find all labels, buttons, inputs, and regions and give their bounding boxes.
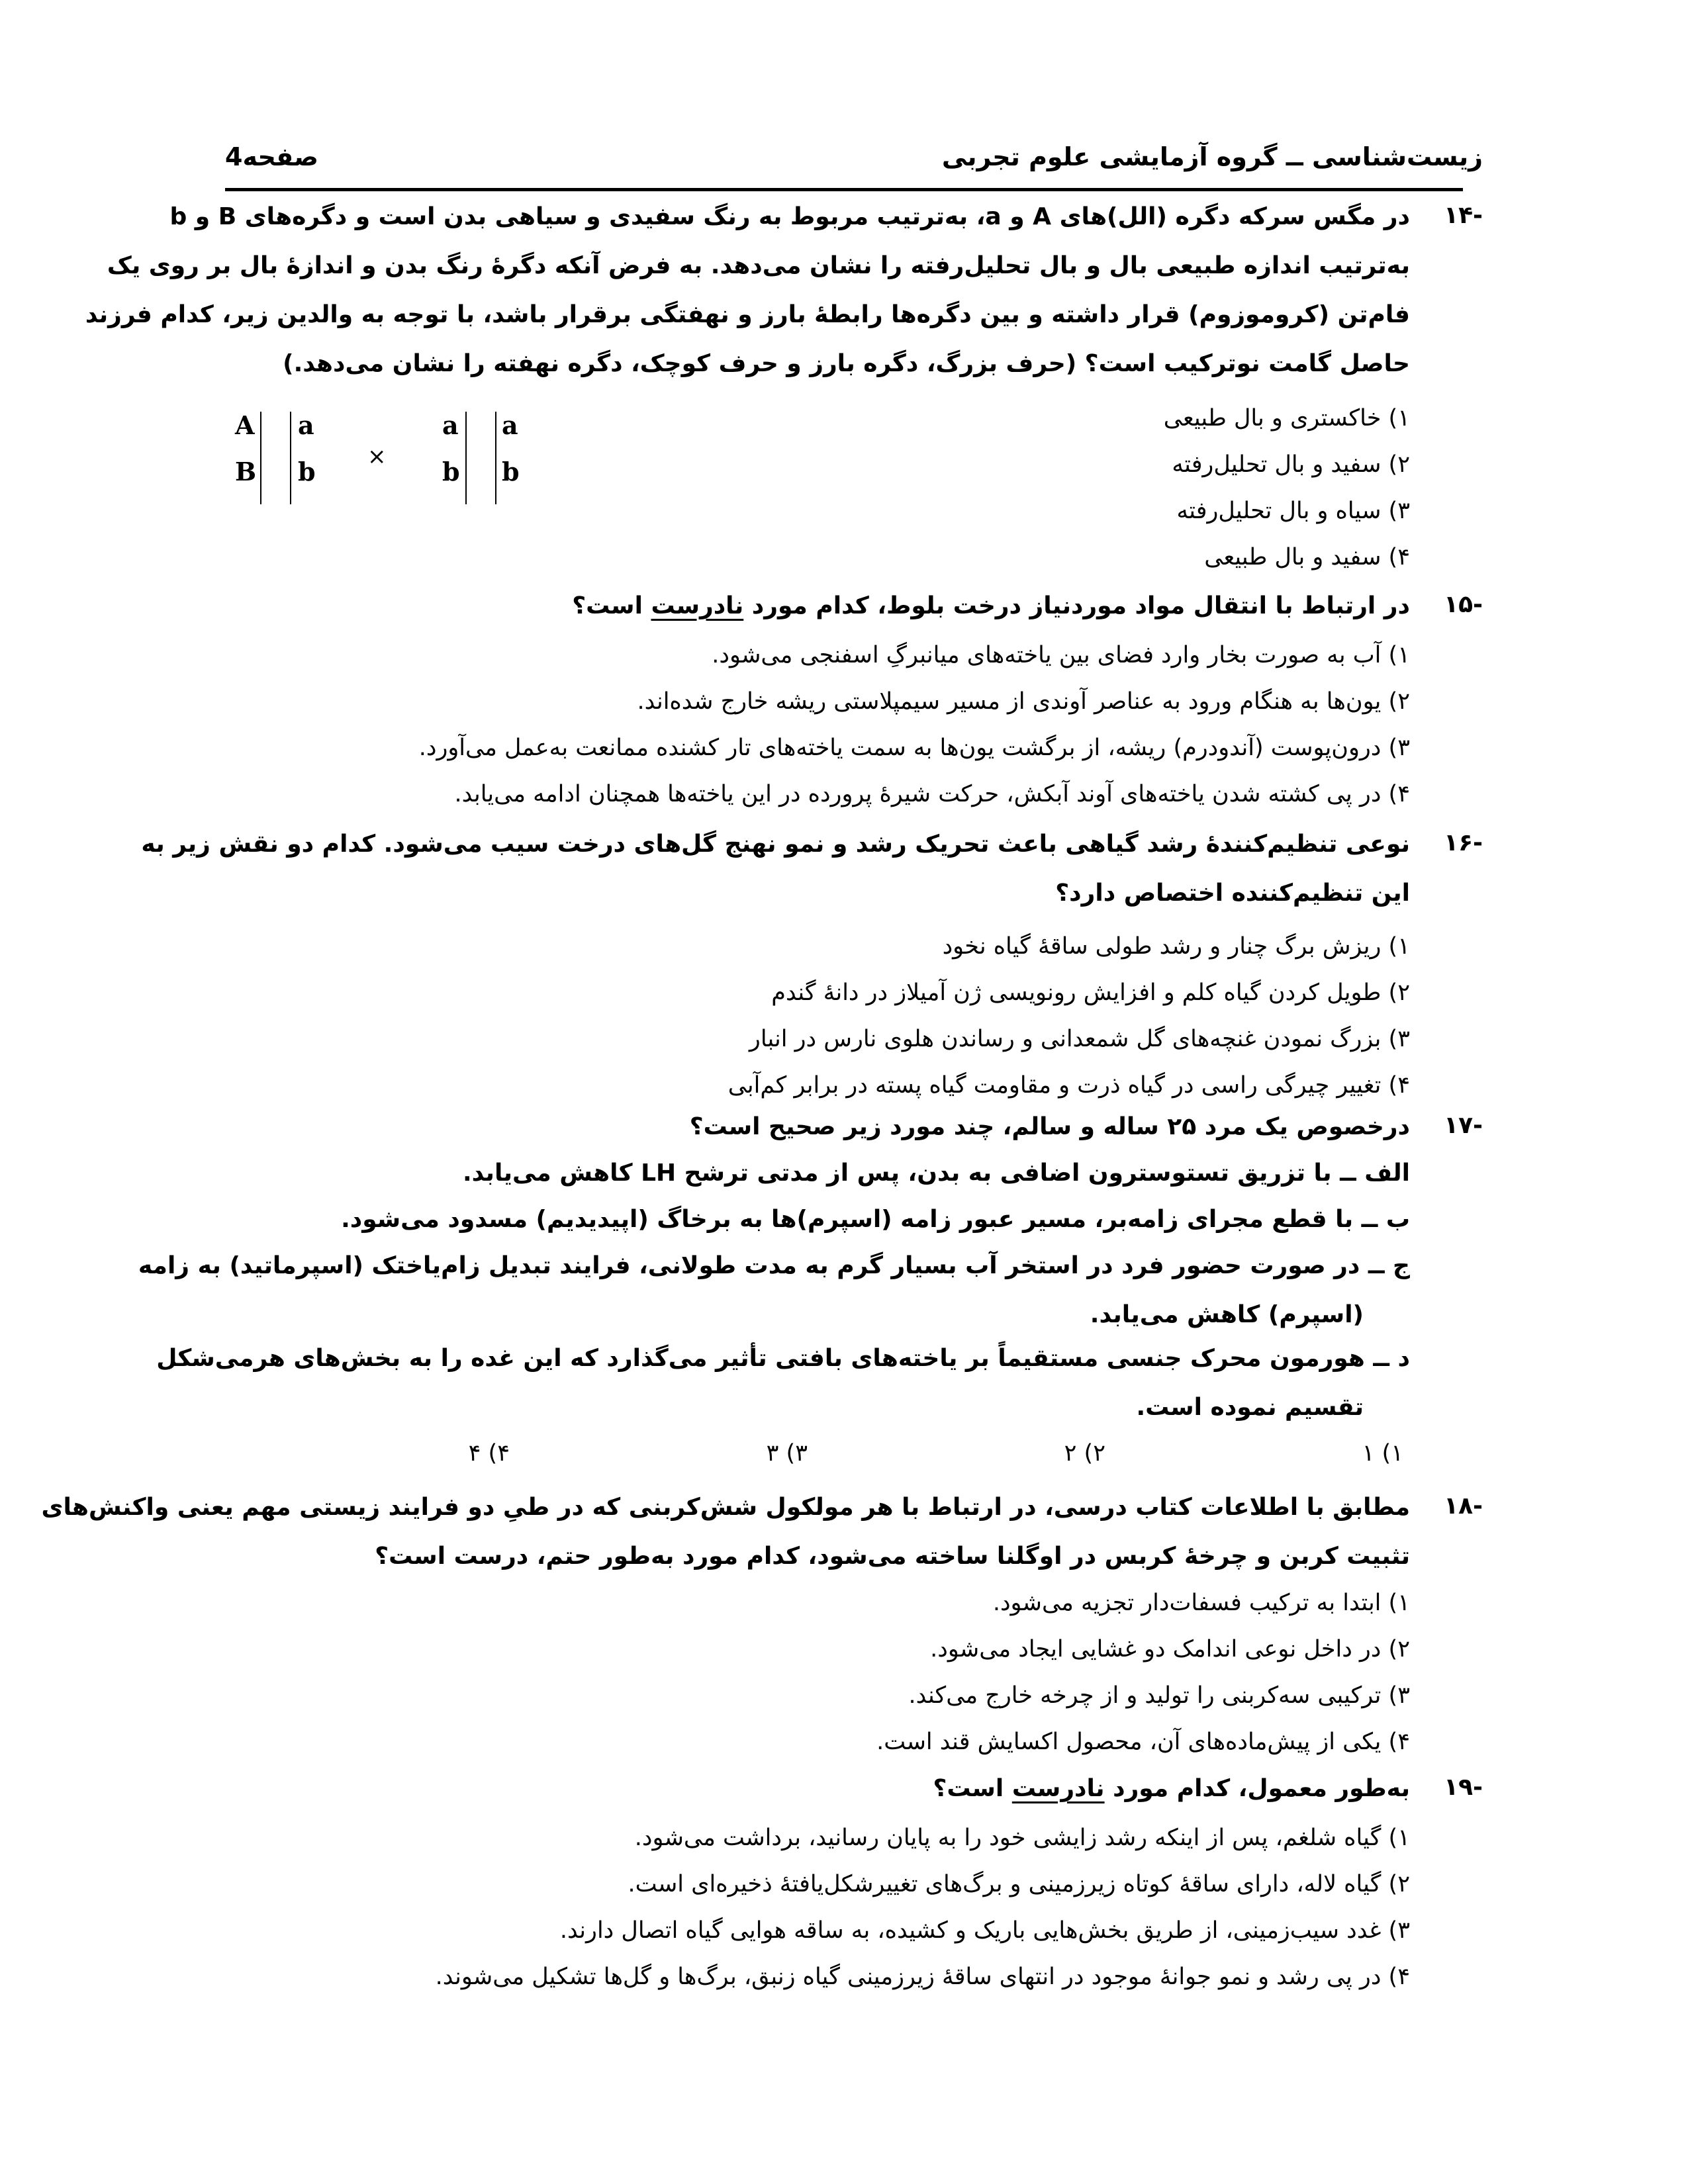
option-1: ۱) خاکستری و بال طبیعی (1163, 405, 1410, 432)
stem-line: مطابق با اطلاعات کتاب درسی، در ارتباط با هر مولکول شش‌کربنی که در طیِ دو فرایند زیستی مهم یعنی واکنش‌های (41, 1494, 1410, 1521)
statement-alef: الف ــ با تزریق تستوسترون اضافی به بدن، پس از مدتی ترشح LH کاهش می‌یابد. (462, 1160, 1410, 1187)
chromosome-line (260, 412, 261, 504)
allele-label: A (235, 410, 255, 440)
option-4: ۴) در پی رشد و نمو جوانهٔ موجود در انتهای ساقهٔ زیرزمینی گیاه زنبق، برگ‌ها و گل‌ها تشکیل می‌شوند. (435, 1964, 1410, 1990)
option-3: ۳) سیاه و بال تحلیل‌رفته (1176, 498, 1410, 524)
option-4: ۴) تغییر چیرگی راسی در گیاه ذرت و مقاومت گیاه پسته در برابر کم‌آبی (727, 1072, 1410, 1099)
chromosome-line (465, 412, 467, 504)
question-number: -۱۴ (1444, 202, 1483, 229)
option-2: ۲) گیاه لاله، دارای ساقهٔ کوتاه زیرزمینی و برگ‌های تغییرشکل‌یافتهٔ ذخیره‌ای است. (628, 1871, 1410, 1897)
option-2: ۲) در داخل نوعی اندامک دو غشایی ایجاد می‌شود. (930, 1636, 1410, 1662)
question-number: -۱۶ (1444, 829, 1483, 856)
option-4: ۴) ۴ (468, 1440, 510, 1467)
option-3: ۳) درون‌پوست (آندودرم) ریشه، از برگشت یون‌ها به سمت یاخته‌های تار کشنده ممانعت به‌عمل می‌آورد. (418, 735, 1410, 761)
stem-line: به‌ترتیب اندازه طبیعی بال و بال تحلیل‌رفته را نشان می‌دهد. به فرض آنکه دگرهٔ رنگ بدن و اندازهٔ بال بر روی یک (107, 252, 1410, 279)
option-2: ۲) طویل کردن گیاه کلم و افزایش رونویسی ژن آمیلاز در دانهٔ گندم (771, 979, 1410, 1006)
negation-emphasis: نادرست (1011, 1775, 1105, 1802)
question-number: -۱۹ (1444, 1774, 1483, 1801)
question-stem (85, 193, 1410, 388)
option-4: ۴) در پی کشته شدن یاخته‌های آوند آبکش، حرکت شیرهٔ پرورده در این یاخته‌ها همچنان ادامه می‌یابد. (454, 781, 1410, 807)
question-stem (141, 820, 1410, 918)
option-1: ۱) ریزش برگ چنار و رشد طولی ساقهٔ گیاه نخود (942, 933, 1410, 960)
stem-line: در مگس سرکه دگره (الل)های A و a، به‌ترتیب مربوط به رنگ سفیدی و سیاهی بدن است و دگره‌های B و b (169, 203, 1410, 230)
question-16 (141, 829, 1483, 1099)
option-3: ۳) بزرگ نمودن غنچه‌های گل شمعدانی و رساندن هلوی نارس در انبار (749, 1026, 1410, 1052)
chromosome-line (290, 412, 291, 504)
chromosome-line (495, 412, 496, 504)
stem-line: نوعی تنظیم‌کنندهٔ رشد گیاهی باعث تحریک رشد و نمو نهنج گل‌های درخت سیب می‌شود. کدام دو نقش زیر به (141, 831, 1410, 858)
question-19 (185, 1774, 1483, 2012)
option-2: ۲) سفید و بال تحلیل‌رفته (1172, 451, 1410, 478)
question-number: -۱۷ (1444, 1112, 1483, 1139)
allele-label: B (235, 457, 257, 486)
option-1: ۱) ۱ (1362, 1440, 1403, 1467)
option-2: ۲) یون‌ها به هنگام ورود به عناصر آوندی از مسیر سیمپلاستی ریشه خارج شده‌اند. (637, 688, 1410, 715)
question-stem (42, 1483, 1410, 1581)
allele-label: a (298, 410, 314, 440)
stem-line: حاصل گامت نوترکیب است؟ (حرف بزرگ، دگره بارز و حرف کوچک، دگره نهفته را نشان می‌دهد.) (283, 350, 1410, 377)
question-stem: درخصوص یک مرد ۲۵ ساله و سالم، چند مورد زیر صحیح است؟ (689, 1113, 1410, 1140)
option-4: ۴) سفید و بال طبیعی (1204, 544, 1410, 570)
stem-line: تثبیت کربن و چرخهٔ کربس در اوگلنا ساخته می‌شود، کدام مورد به‌طور حتم، درست است؟ (375, 1543, 1410, 1570)
cross-symbol: × (367, 443, 387, 470)
statement-be: ب ــ با قطع مجرای زامه‌بر، مسیر عبور زامه (اسپرم)ها به برخاگ (اپیدیدیم) مسدود می‌شود. (341, 1206, 1410, 1233)
option-3: ۳) ترکیبی سه‌کربنی را تولید و از چرخه خارج می‌کند. (908, 1682, 1410, 1709)
allele-label: b (298, 457, 316, 486)
negation-emphasis: نادرست (651, 592, 744, 619)
page-header-title: زیست‌شناسی ــ گروه آزمایشی علوم تجربی (941, 142, 1483, 171)
question-15 (185, 591, 1483, 807)
allele-label: b (442, 457, 460, 486)
option-3: ۳) غدد سیب‌زمینی، از طریق بخش‌هایی باریک و کشیده، به ساقه هوایی گیاه اتصال دارند. (559, 1917, 1410, 1944)
option-1: ۱) گیاه شلغم، پس از اینکه رشد زایشی خود را به پایان رسانید، برداشت می‌شود. (634, 1825, 1410, 1851)
question-stem: به‌طور معمول، کدام مورد نادرست است؟ (933, 1775, 1410, 1802)
question-stem: در ارتباط با انتقال مواد موردنیاز درخت بلوط، کدام مورد نادرست است؟ (572, 592, 1410, 619)
allele-label: a (442, 410, 459, 440)
stem-line: این تنظیم‌کننده اختصاص دارد؟ (1055, 880, 1410, 907)
option-2: ۲) ۲ (1064, 1440, 1105, 1467)
option-1: ۱) آب به صورت بخار وارد فضای بین یاخته‌های میانبرگِ اسفنجی می‌شود. (712, 642, 1410, 668)
question-17 (138, 1112, 1483, 1482)
question-18 (41, 1492, 1483, 1757)
option-1: ۱) ابتدا به ترکیب فسفات‌دار تجزیه می‌شود. (992, 1590, 1410, 1616)
question-14 (85, 202, 1483, 570)
option-4: ۴) یکی از پیش‌ماده‌های آن، محصول اکسایش قند است. (876, 1729, 1410, 1755)
option-3: ۳) ۳ (766, 1440, 808, 1467)
allele-label: b (502, 457, 520, 486)
page-number: صفحه4 (225, 142, 318, 171)
statement-jim: ج ــ در صورت حضور فرد در استخر آب بسیار گرم به مدت طولانی، فرایند تبدیل زام‌یاختک (اسپرماتید) به زامه (اسپرم) کاهش می‌یابد. (138, 1252, 1410, 1328)
statement-dal: د ــ هورمون محرک جنسی مستقیماً بر یاخته‌های بافتی تأثیر می‌گذارد که این غده را به بخش‌های هرمی‌شکل تقسیم نموده است. (156, 1345, 1410, 1421)
question-number: -۱۸ (1444, 1492, 1483, 1520)
stem-line: فام‌تن (کروموزوم) قرار داشته و بین دگره‌ها رابطهٔ بارز و نهفتگی برقرار باشد، با توجه به والدین زیر، کدام فرزند (85, 301, 1410, 328)
allele-label: a (502, 410, 518, 440)
question-number: -۱۵ (1444, 591, 1483, 618)
header-divider (225, 188, 1463, 191)
